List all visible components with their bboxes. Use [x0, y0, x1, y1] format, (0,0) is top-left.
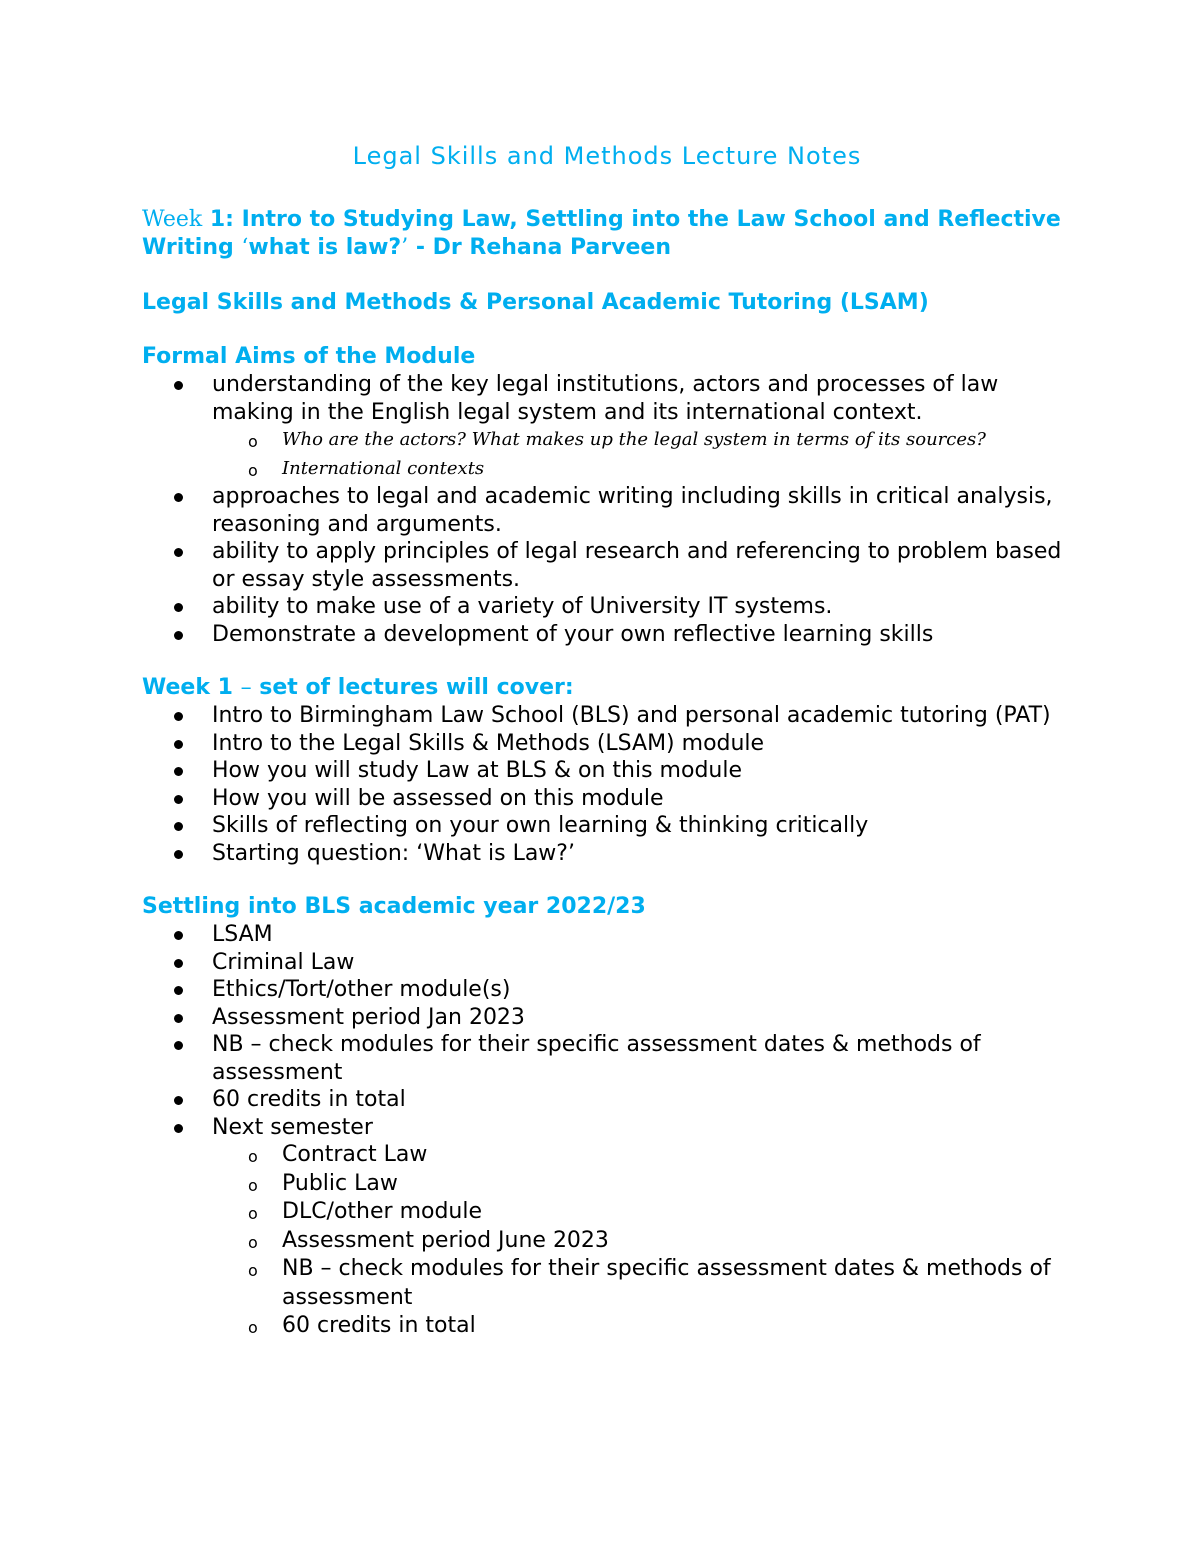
- list-item: [142, 785, 1072, 813]
- lectures-item-text: Intro to Birmingham Law School (BLS) and personal academic tutoring (PAT): [212, 703, 1051, 728]
- bullet-icon: [174, 712, 183, 721]
- aims-heading: Formal Aims of the Module: [142, 344, 476, 369]
- aims-sub-item-text: Who are the actors? What makes up the legal system in terms of its sources?: [282, 429, 986, 450]
- next-semester-item-text: NB – check modules for their specific assessment dates & methods of assessment: [282, 1256, 1051, 1310]
- circle-bullet-icon: o: [248, 1232, 258, 1252]
- list-item: [212, 1227, 1072, 1256]
- list-item: [212, 1255, 1072, 1312]
- bullet-icon: [174, 603, 183, 612]
- lectures-heading-pre: Week 1: [142, 675, 241, 700]
- list-item: [142, 757, 1072, 785]
- next-semester-list: [212, 1141, 1072, 1341]
- aims-sub-item-text: International contexts: [282, 457, 485, 479]
- lectures-heading-post: set of lectures will cover:: [251, 675, 574, 700]
- settling-item-text: NB – check modules for their specific assessment dates & methods of assessment: [212, 1032, 981, 1085]
- week1-heading-quote-open: ‘: [241, 235, 249, 260]
- list-item: [212, 455, 1072, 484]
- list-item: [142, 840, 1072, 868]
- aims-sub-list: [212, 426, 1072, 483]
- next-semester-label: Next semester: [212, 1114, 373, 1140]
- bullet-icon: [174, 795, 183, 804]
- list-item: [142, 702, 1072, 730]
- week1-heading-quote-text: what is law?: [248, 235, 402, 260]
- bullet-icon: [174, 959, 183, 968]
- circle-bullet-icon: o: [248, 460, 258, 480]
- list-item: [142, 593, 1072, 621]
- list-item: [142, 921, 1072, 949]
- bullet-icon: [174, 631, 183, 640]
- next-semester-item-text: Contract Law: [282, 1142, 428, 1167]
- aims-item-text: understanding of the key legal institutions, actors and processes of law making in the English legal system and its international context.: [212, 372, 999, 425]
- list-item: [142, 976, 1072, 1004]
- settling-item-text: Ethics/Tort/other module(s): [212, 977, 511, 1002]
- circle-bullet-icon: o: [248, 1318, 258, 1337]
- list-item: [142, 621, 1072, 649]
- list-item: [142, 730, 1072, 758]
- next-semester-item-text: Public Law: [282, 1170, 398, 1196]
- week1-heading-suffix: - Dr Rehana Parveen: [408, 235, 672, 260]
- settling-list: [142, 921, 1072, 1341]
- lectures-heading: [142, 674, 1072, 702]
- circle-bullet-icon: o: [248, 1261, 258, 1280]
- lectures-item-text: Skills of reflecting on your own learning & thinking critically: [212, 813, 869, 838]
- document-title: Legal Skills and Methods Lecture Notes: [352, 142, 862, 170]
- circle-bullet-icon: o: [248, 1147, 258, 1166]
- list-item: [142, 483, 1072, 538]
- lectures-item-text: How you will be assessed on this module: [212, 785, 664, 811]
- settling-item-text: Assessment period Jan 2023: [212, 1004, 525, 1030]
- next-semester-item-text: Assessment period June 2023: [282, 1227, 609, 1253]
- list-item: [212, 1312, 1072, 1341]
- next-semester-item-text: 60 credits in total: [282, 1313, 476, 1338]
- lectures-item-text: Starting question: ‘What is Law?’: [212, 840, 575, 866]
- bullet-icon: [174, 740, 183, 749]
- circle-bullet-icon: o: [248, 1204, 258, 1223]
- list-item: [142, 812, 1072, 840]
- aims-item-text: ability to make use of a variety of University IT systems.: [212, 594, 833, 619]
- next-semester-item-text: DLC/other module: [282, 1199, 483, 1224]
- lectures-item-text: Intro to the Legal Skills & Methods (LSAM) module: [212, 730, 765, 756]
- bullet-icon: [174, 493, 183, 502]
- week1-heading: [142, 206, 1072, 262]
- settling-item-text: Criminal Law: [212, 949, 355, 975]
- aims-item-text: Demonstrate a development of your own reflective learning skills: [212, 621, 934, 647]
- bullet-icon: [174, 850, 183, 859]
- week1-heading-quote-close: ’: [401, 235, 409, 260]
- bullet-icon: [174, 1014, 183, 1023]
- settling-heading: Settling into BLS academic year 2022/23: [142, 894, 646, 919]
- list-item: [212, 1170, 1072, 1199]
- bullet-icon: [174, 822, 183, 831]
- settling-item-text: LSAM: [212, 922, 273, 947]
- list-item: [142, 949, 1072, 977]
- lectures-list: [142, 702, 1072, 867]
- list-item: [212, 1198, 1072, 1227]
- list-item: [142, 371, 1072, 483]
- aims-list: [142, 371, 1072, 648]
- lectures-item-text: How you will study Law at BLS & on this module: [212, 758, 742, 783]
- week1-heading-rest: 1: Intro to Studying Law, Settling into the Law School and Reflective Writing: [142, 207, 1061, 260]
- bullet-icon: [174, 381, 183, 390]
- lectures-heading-dash: –: [240, 675, 252, 700]
- aims-item-text: ability to apply principles of legal research and referencing to problem based or essay style assessments.: [212, 539, 1062, 592]
- list-item: [142, 1086, 1072, 1114]
- bullet-icon: [174, 1124, 183, 1133]
- bullet-icon: [174, 767, 183, 776]
- lsam-heading: Legal Skills and Methods & Personal Academic Tutoring (LSAM): [142, 290, 929, 315]
- bullet-icon: [174, 1096, 183, 1105]
- list-item: [212, 1141, 1072, 1170]
- list-item: [142, 1114, 1072, 1341]
- settling-item-text: 60 credits in total: [212, 1087, 406, 1112]
- aims-item-text: approaches to legal and academic writing including skills in critical analysis, reasoning and arguments.: [212, 484, 1053, 537]
- bullet-icon: [174, 986, 183, 995]
- bullet-icon: [174, 931, 183, 940]
- circle-bullet-icon: o: [248, 1175, 258, 1195]
- list-item: [142, 538, 1072, 593]
- list-item: [212, 426, 1072, 455]
- document-page: [142, 138, 1072, 1341]
- week1-heading-prefix: Week: [142, 207, 203, 232]
- bullet-icon: [174, 548, 183, 557]
- bullet-icon: [174, 1041, 183, 1050]
- list-item: [142, 1031, 1072, 1086]
- list-item: [142, 1004, 1072, 1032]
- circle-bullet-icon: o: [248, 432, 258, 451]
